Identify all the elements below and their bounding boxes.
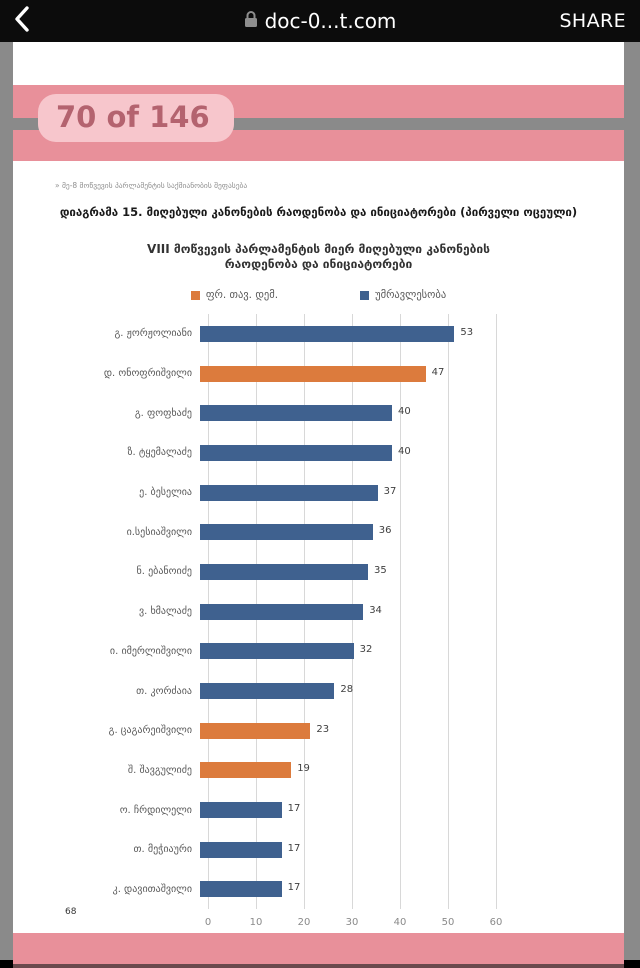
bar-value: 36	[378, 525, 392, 537]
domain-text: doc-0...t.com	[264, 9, 397, 33]
bar-value: 34	[369, 604, 382, 616]
page-column	[13, 42, 624, 960]
viewer-gutter-left	[0, 42, 13, 960]
bar-value: 17	[287, 803, 301, 815]
bar-row	[13, 354, 573, 394]
legend-label: ფრ. თავ. დემ.	[205, 289, 279, 301]
legend-item	[191, 289, 278, 301]
bar-value: 37	[383, 485, 397, 497]
bar-track	[200, 445, 573, 461]
bar	[200, 604, 363, 620]
bar-track	[200, 485, 573, 501]
bar-row	[13, 790, 573, 830]
legend-swatch-icon	[360, 291, 369, 300]
bar-row	[13, 711, 573, 751]
bar	[200, 802, 282, 818]
running-header: » მე-8 მოწვევის პარლამენტის საქმიანობის შეფასება	[55, 181, 248, 190]
bar	[200, 723, 310, 739]
bar-track	[200, 326, 573, 342]
page-footer-band	[13, 933, 624, 964]
bar-label: ე. ბესელია	[139, 487, 192, 499]
bar-label: გ. ფოფხაძე	[134, 407, 192, 419]
chevron-left-icon	[11, 5, 33, 37]
bar-chart	[13, 314, 573, 933]
bar	[200, 842, 282, 858]
share-button[interactable]: SHARE	[559, 10, 626, 32]
bar-value: 35	[374, 564, 387, 576]
bar-label: ვ. ხმალაძე	[138, 606, 192, 618]
bar-value: 32	[359, 644, 373, 656]
bar-track	[200, 604, 573, 620]
legend-item	[360, 289, 446, 301]
bar	[200, 564, 368, 580]
bar	[200, 366, 426, 382]
bar-row	[13, 751, 573, 791]
bar-track	[200, 723, 573, 739]
bar-value: 40	[398, 445, 411, 457]
x-axis-tick: 60	[489, 917, 503, 929]
bar-label: შ. შავგულიძე	[127, 764, 192, 776]
x-axis-tick: 40	[393, 917, 407, 929]
figure-heading: დიაგრამა 15. მიღებული კანონების რაოდენობა და ინიციატორები (პირველი ოცეული)	[59, 205, 578, 219]
padlock-icon	[244, 10, 258, 32]
bar	[200, 683, 334, 699]
browser-navbar	[0, 0, 640, 42]
bar-track	[200, 842, 573, 858]
bar	[200, 524, 373, 540]
bar-label: ი. იმერლიშვილი	[109, 645, 192, 657]
bar-track	[200, 802, 573, 818]
bar-label: ი.სესიაშვილი	[126, 526, 192, 538]
bar-row	[13, 632, 573, 672]
bar	[200, 326, 454, 342]
viewer-gutter-right	[624, 42, 640, 960]
bar-label: თ. კორძაია	[136, 685, 192, 697]
bar-label: თ. მეჭიაური	[133, 844, 192, 856]
x-axis-tick: 50	[441, 917, 455, 929]
chart-title-line1: VIII მოწვევის პარლამენტის მიერ მიღებული კანონების	[147, 242, 490, 256]
bar-row	[13, 870, 573, 910]
bar-value: 17	[287, 882, 301, 894]
bar-track	[200, 564, 573, 580]
bar-row	[13, 433, 573, 473]
bar-value: 40	[398, 406, 411, 418]
x-axis	[13, 909, 573, 933]
bar-track	[200, 683, 573, 699]
legend-swatch-icon	[191, 291, 200, 300]
page-indicator-badge: 70 of 146	[38, 94, 234, 142]
legend-label: უმრავლესობა	[375, 289, 447, 301]
chart-title-line2: რაოდენობა და ინიციატორები	[224, 257, 413, 271]
x-axis-tick: 10	[249, 917, 263, 929]
bar-row	[13, 671, 573, 711]
bar-row	[13, 512, 573, 552]
page-bottom-edge	[13, 964, 624, 968]
bar-value: 19	[297, 763, 310, 775]
bar-track	[200, 881, 573, 897]
bar	[200, 881, 282, 897]
bar-row	[13, 592, 573, 632]
bar-track	[200, 366, 573, 382]
bar-row	[13, 552, 573, 592]
bar-label: კ. დავითაშვილი	[112, 883, 192, 895]
x-axis-tick: 20	[297, 917, 311, 929]
chart-title	[13, 242, 624, 272]
page-number: 68	[65, 907, 77, 918]
bar-row	[13, 830, 573, 870]
bar-row	[13, 314, 573, 354]
bar-value: 17	[287, 842, 301, 854]
bar	[200, 445, 392, 461]
bar-track	[200, 643, 573, 659]
bar-label: ნ. ებანოიძე	[136, 566, 192, 578]
bar-label: გ. ცაგარეიშვილი	[108, 725, 192, 737]
address-bar	[0, 0, 640, 42]
bar-row	[13, 473, 573, 513]
bar-label: ზ. ტყემალაძე	[127, 447, 192, 459]
previous-page-fragment	[13, 42, 624, 85]
bar-value: 28	[340, 684, 354, 696]
bar	[200, 643, 354, 659]
bar-track	[200, 405, 573, 421]
x-axis-tick: 30	[345, 917, 359, 929]
pdf-viewer[interactable]	[0, 42, 640, 960]
bar-value: 47	[431, 366, 445, 378]
bar-label: ო. ჩრდილელი	[119, 804, 192, 816]
bar	[200, 762, 291, 778]
bar	[200, 485, 378, 501]
address-bar-inner[interactable]	[244, 9, 397, 33]
bar-row	[13, 393, 573, 433]
bar-track	[200, 762, 573, 778]
back-button[interactable]	[0, 0, 44, 42]
chart-legend	[13, 289, 624, 301]
bar-value: 23	[316, 723, 330, 735]
bar	[200, 405, 392, 421]
x-axis-tick: 0	[204, 917, 212, 929]
page-body	[13, 161, 624, 933]
bar-label: დ. ონოფრიშვილი	[103, 368, 192, 380]
bar-track	[200, 524, 573, 540]
bar-value: 53	[460, 326, 474, 338]
document-page	[13, 130, 624, 956]
bar-label: გ. ჟორჟოლიანი	[114, 328, 192, 340]
